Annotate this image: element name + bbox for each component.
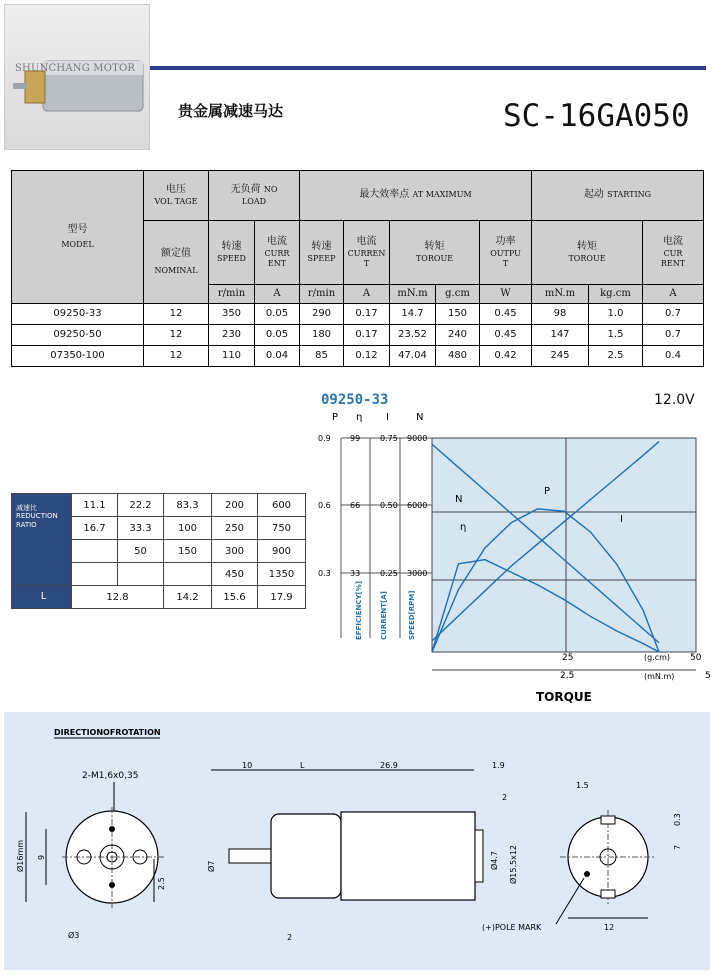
dim-10: 10 bbox=[242, 761, 253, 770]
table-row: 450 1350 bbox=[12, 563, 306, 586]
product-photo bbox=[4, 4, 150, 150]
tick-label: 99 bbox=[350, 434, 361, 443]
dim-1-5: 1.5 bbox=[576, 781, 589, 790]
tick-label: 33 bbox=[350, 569, 361, 578]
unit-cell: r/min bbox=[209, 285, 255, 304]
tick-label: 0.9 bbox=[318, 434, 331, 443]
x-axis-label: TORQUE bbox=[536, 690, 592, 704]
dim-7: 7 bbox=[673, 844, 682, 850]
axis-name: EFFICIENCY[%] bbox=[355, 581, 363, 640]
unit-cell: kg.cm bbox=[589, 285, 643, 304]
dim-12: 12 bbox=[604, 923, 615, 932]
motor-body bbox=[341, 812, 475, 900]
dim-9: 9 bbox=[37, 854, 46, 860]
model-number-title: SC-16GA050 bbox=[503, 98, 690, 134]
dim-dia16: Ø16mm bbox=[16, 839, 25, 872]
x-tick: 25 bbox=[562, 653, 574, 663]
column-head: I bbox=[386, 412, 389, 423]
dim-l: L bbox=[300, 761, 305, 770]
no-load-header: 无负荷 NO LOAD bbox=[209, 171, 300, 221]
plot-area bbox=[432, 438, 696, 652]
axis-name: CURRENT[A] bbox=[380, 591, 388, 640]
dim-dia15-5: Ø15.5x12 bbox=[509, 844, 518, 884]
table-row: 16.7 33.3 100 250 750 bbox=[12, 517, 306, 540]
dim-dia3: Ø3 bbox=[68, 931, 80, 940]
max-current-header: 电流 CURREN T bbox=[344, 221, 390, 285]
dim-2-bottom: 2 bbox=[287, 933, 293, 942]
tick-label: 6000 bbox=[407, 501, 428, 510]
curve-label-eta: η bbox=[460, 522, 467, 533]
dim-dia7: Ø7 bbox=[207, 860, 216, 872]
shaft bbox=[229, 849, 271, 863]
tick-label: 0.6 bbox=[318, 501, 331, 510]
no-load-speed-header: 转速 SPEED bbox=[209, 221, 255, 285]
leader-line bbox=[556, 878, 584, 924]
table-row: 09250-33 12 350 0.05 290 0.17 14.7 150 0.45 98 1.0 0.7 bbox=[12, 304, 704, 325]
unit-cell: mN.m bbox=[390, 285, 436, 304]
axis-name: SPEED[RPM] bbox=[408, 590, 416, 640]
x-tick: 5 bbox=[705, 671, 711, 681]
dim-0-3: 0.3 bbox=[673, 813, 682, 826]
brand-watermark: SHUNCHANG MOTOR bbox=[15, 63, 136, 74]
curve-label-n: N bbox=[455, 494, 463, 505]
nominal-header: 额定值 NOMINAL bbox=[144, 221, 209, 304]
dim-dia4-7: Ø4.7 bbox=[490, 850, 499, 870]
column-head: η bbox=[356, 412, 363, 423]
x-tick: 50 bbox=[690, 653, 702, 663]
dimension-drawing bbox=[4, 712, 710, 970]
screw-label: 2-M1,6x0,35 bbox=[82, 771, 139, 781]
unit-cell: g.cm bbox=[436, 285, 480, 304]
dim-2-5: 2.5 bbox=[157, 877, 166, 890]
unit-cell: mN.m bbox=[532, 285, 589, 304]
gearbox-body bbox=[271, 814, 341, 898]
unit-cell: W bbox=[480, 285, 532, 304]
pole-mark-dot bbox=[584, 871, 590, 877]
tick-label: 3000 bbox=[407, 569, 428, 578]
table-row: 50 150 300 900 bbox=[12, 540, 306, 563]
starting-header: 起动 STARTING bbox=[532, 171, 704, 221]
direction-label: DIRECTIONOFROTATION bbox=[54, 728, 161, 737]
max-speed-header: 转速 SPEEP bbox=[300, 221, 344, 285]
max-power-header: 功率 OUTPU T bbox=[480, 221, 532, 285]
column-head: N bbox=[416, 412, 424, 423]
unit-cell: r/min bbox=[300, 285, 344, 304]
unit-cell: A bbox=[643, 285, 704, 304]
mount-hole bbox=[109, 826, 115, 832]
table-row: 减速比 REDUCTION RATIO 11.1 22.2 83.3 200 600 bbox=[12, 494, 306, 517]
spec-table bbox=[11, 170, 704, 367]
terminal bbox=[601, 890, 615, 898]
tick-label: 0.25 bbox=[380, 569, 398, 578]
motor-photo-drawing bbox=[5, 5, 149, 149]
tick-label: 0.50 bbox=[380, 501, 398, 510]
curve-label-i: I bbox=[620, 514, 623, 525]
mount-hole bbox=[109, 882, 115, 888]
start-current-header: 电流 CUR RENT bbox=[643, 221, 704, 285]
dim-1-9: 1.9 bbox=[492, 761, 505, 770]
tick-label: 0.75 bbox=[380, 434, 398, 443]
reduction-ratio-table bbox=[11, 493, 306, 609]
curve-label-p: P bbox=[544, 486, 551, 497]
column-head: P bbox=[332, 412, 339, 423]
chart-title: 09250-33 bbox=[321, 392, 389, 408]
end-cap bbox=[475, 830, 483, 882]
tick-label: 9000 bbox=[407, 434, 428, 443]
terminal bbox=[601, 816, 615, 824]
unit-cell: A bbox=[255, 285, 300, 304]
product-category-title: 贵金属减速马达 bbox=[178, 102, 284, 120]
table-row: 07350-100 12 110 0.04 85 0.12 47.04 480 0.42 245 2.5 0.4 bbox=[12, 346, 704, 367]
performance-chart bbox=[314, 408, 714, 708]
table-row: L 12.8 14.2 15.6 17.9 bbox=[12, 586, 306, 609]
max-torque-header: 转矩 TOROUE bbox=[390, 221, 480, 285]
no-load-current-header: 电流 CURR ENT bbox=[255, 221, 300, 285]
tick-label: 0.3 bbox=[318, 569, 331, 578]
drawing-canvas bbox=[4, 712, 710, 970]
model-header: 型号 MODEL bbox=[12, 171, 144, 304]
length-label: L bbox=[12, 586, 72, 609]
chart-voltage: 12.0V bbox=[654, 392, 695, 408]
ratio-label: 减速比 REDUCTION RATIO bbox=[12, 494, 72, 586]
unit-cell: A bbox=[344, 285, 390, 304]
dim-2-top: 2 bbox=[502, 793, 508, 802]
x-unit: (g.cm) bbox=[644, 653, 671, 662]
voltage-header: 电压 VOL TAGE bbox=[144, 171, 209, 221]
x-tick: 2.5 bbox=[560, 671, 575, 681]
table-row: 09250-50 12 230 0.05 180 0.17 23.52 240 0.45 147 1.5 0.7 bbox=[12, 325, 704, 346]
pole-mark-label: (+)POLE MARK bbox=[482, 923, 542, 932]
header-rule bbox=[150, 66, 706, 70]
x-unit: (mN.m) bbox=[644, 672, 675, 681]
tick-label: 66 bbox=[350, 501, 361, 510]
dim-26-9: 26.9 bbox=[380, 761, 398, 770]
max-efficiency-header: 最大效率点 AT MAXIMUM bbox=[300, 171, 532, 221]
start-torque-header: 转矩 TOROUE bbox=[532, 221, 643, 285]
